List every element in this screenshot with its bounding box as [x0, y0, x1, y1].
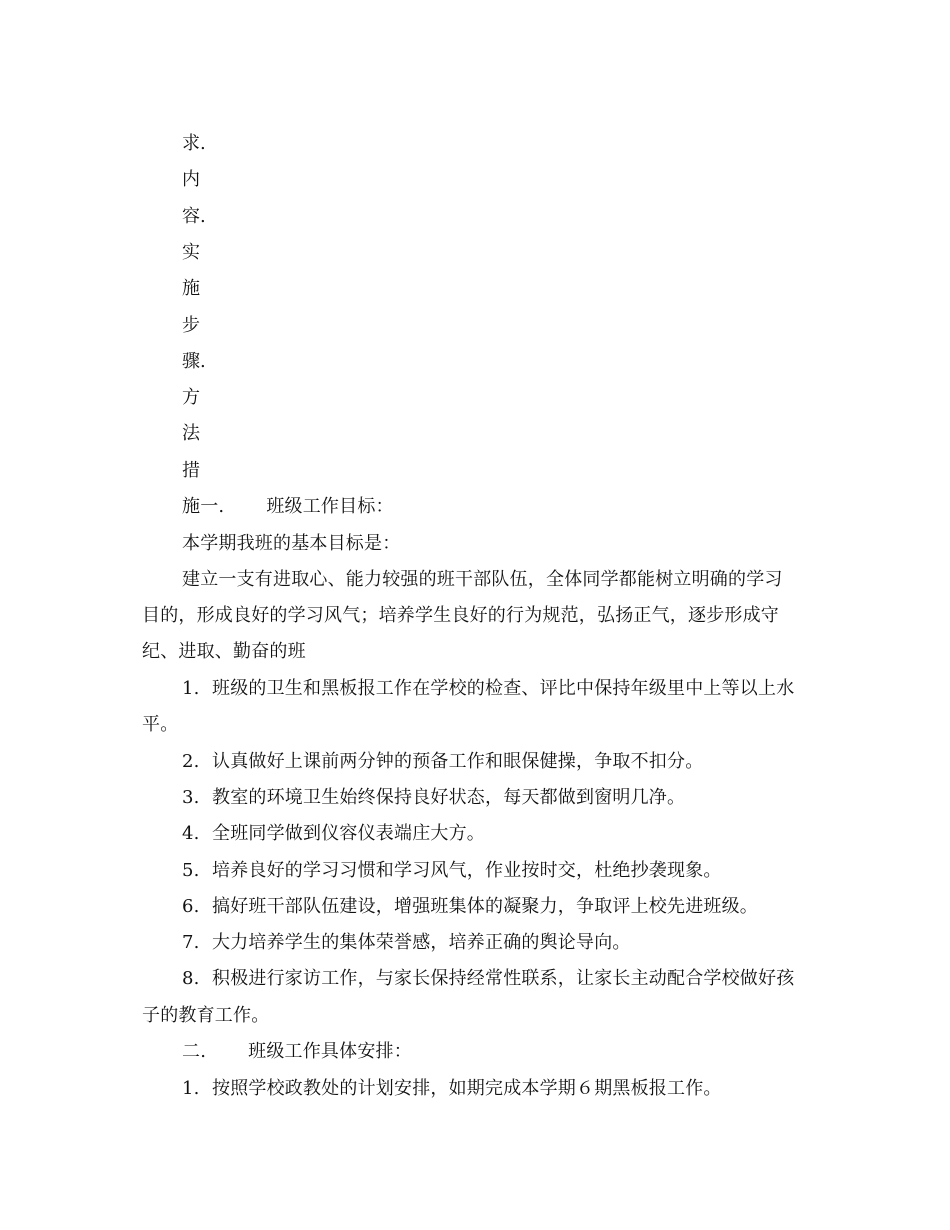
- vertical-char: 施: [182, 278, 200, 299]
- goal-number: 3.: [182, 787, 200, 808]
- vertical-char: 法: [182, 423, 200, 444]
- section-title: 班级工作具体安排：: [248, 1041, 412, 1062]
- goal-number: 8.: [182, 968, 200, 989]
- goal-item: [182, 860, 722, 882]
- goal-item: [182, 896, 758, 918]
- section-heading-1: [182, 496, 394, 518]
- goal-item: [182, 968, 794, 990]
- vertical-char: 容.: [182, 206, 206, 227]
- vertical-char: 内: [182, 169, 200, 190]
- goal-text: 全班同学做到仪容仪表端庄大方。: [212, 823, 485, 844]
- arrangement-number: 1.: [182, 1078, 200, 1099]
- goal-number: 2.: [182, 751, 200, 772]
- goal-number: 1.: [182, 678, 200, 699]
- vertical-char: 求.: [182, 133, 206, 154]
- goal-item: [182, 932, 631, 954]
- section-prefix: 二.: [182, 1041, 207, 1062]
- vertical-char: 实: [182, 242, 200, 263]
- goal-item-continuation: 子的教育工作。: [142, 1005, 270, 1026]
- vertical-char: 措: [182, 460, 200, 481]
- arrangement-item: [182, 1078, 722, 1100]
- goal-text: 积极进行家访工作，与家长保持经常性联系，让家长主动配合学校做好孩: [212, 968, 795, 989]
- section-prefix: 施一.: [182, 496, 225, 517]
- goal-text: 大力培养学生的集体荣誉感，培养正确的舆论导向。: [212, 932, 631, 953]
- vertical-char: 步: [182, 315, 200, 336]
- paragraph-line: 目的，形成良好的学习风气；培养学生良好的行为规范，弘扬正气，逐步形成守: [142, 605, 779, 626]
- goal-text: 认真做好上课前两分钟的预备工作和眼保健操，争取不扣分。: [212, 751, 704, 772]
- section-heading-2: [182, 1041, 412, 1063]
- goal-item: [182, 787, 685, 809]
- goal-item: [182, 751, 703, 773]
- goal-number: 6.: [182, 896, 200, 917]
- paragraph-line: 建立一支有进取心、能力较强的班干部队伍，全体同学都能树立明确的学习: [182, 569, 783, 590]
- section-title: 班级工作目标：: [266, 496, 394, 517]
- arrangement-text: 按照学校政教处的计划安排，如期完成本学期６期黑板报工作。: [212, 1078, 722, 1099]
- goal-text: 培养良好的学习习惯和学习风气，作业按时交，杜绝抄袭现象。: [212, 860, 722, 881]
- goal-text: 搞好班干部队伍建设，增强班集体的凝聚力，争取评上校先进班级。: [212, 896, 758, 917]
- goal-item: [182, 678, 794, 700]
- goal-number: 7.: [182, 932, 200, 953]
- goal-text: 班级的卫生和黑板报工作在学校的检查、评比中保持年级里中上等以上水: [212, 678, 795, 699]
- vertical-char: 骤.: [182, 351, 206, 372]
- goal-item: [182, 823, 485, 845]
- intro-line: 本学期我班的基本目标是：: [182, 533, 401, 554]
- goal-number: 5.: [182, 860, 200, 881]
- goal-item-continuation: 平。: [142, 714, 179, 735]
- vertical-char: 方: [182, 387, 200, 408]
- paragraph-line: 纪、进取、勤奋的班: [142, 641, 306, 662]
- goal-text: 教室的环境卫生始终保持良好状态，每天都做到窗明几净。: [212, 787, 686, 808]
- goal-number: 4.: [182, 823, 200, 844]
